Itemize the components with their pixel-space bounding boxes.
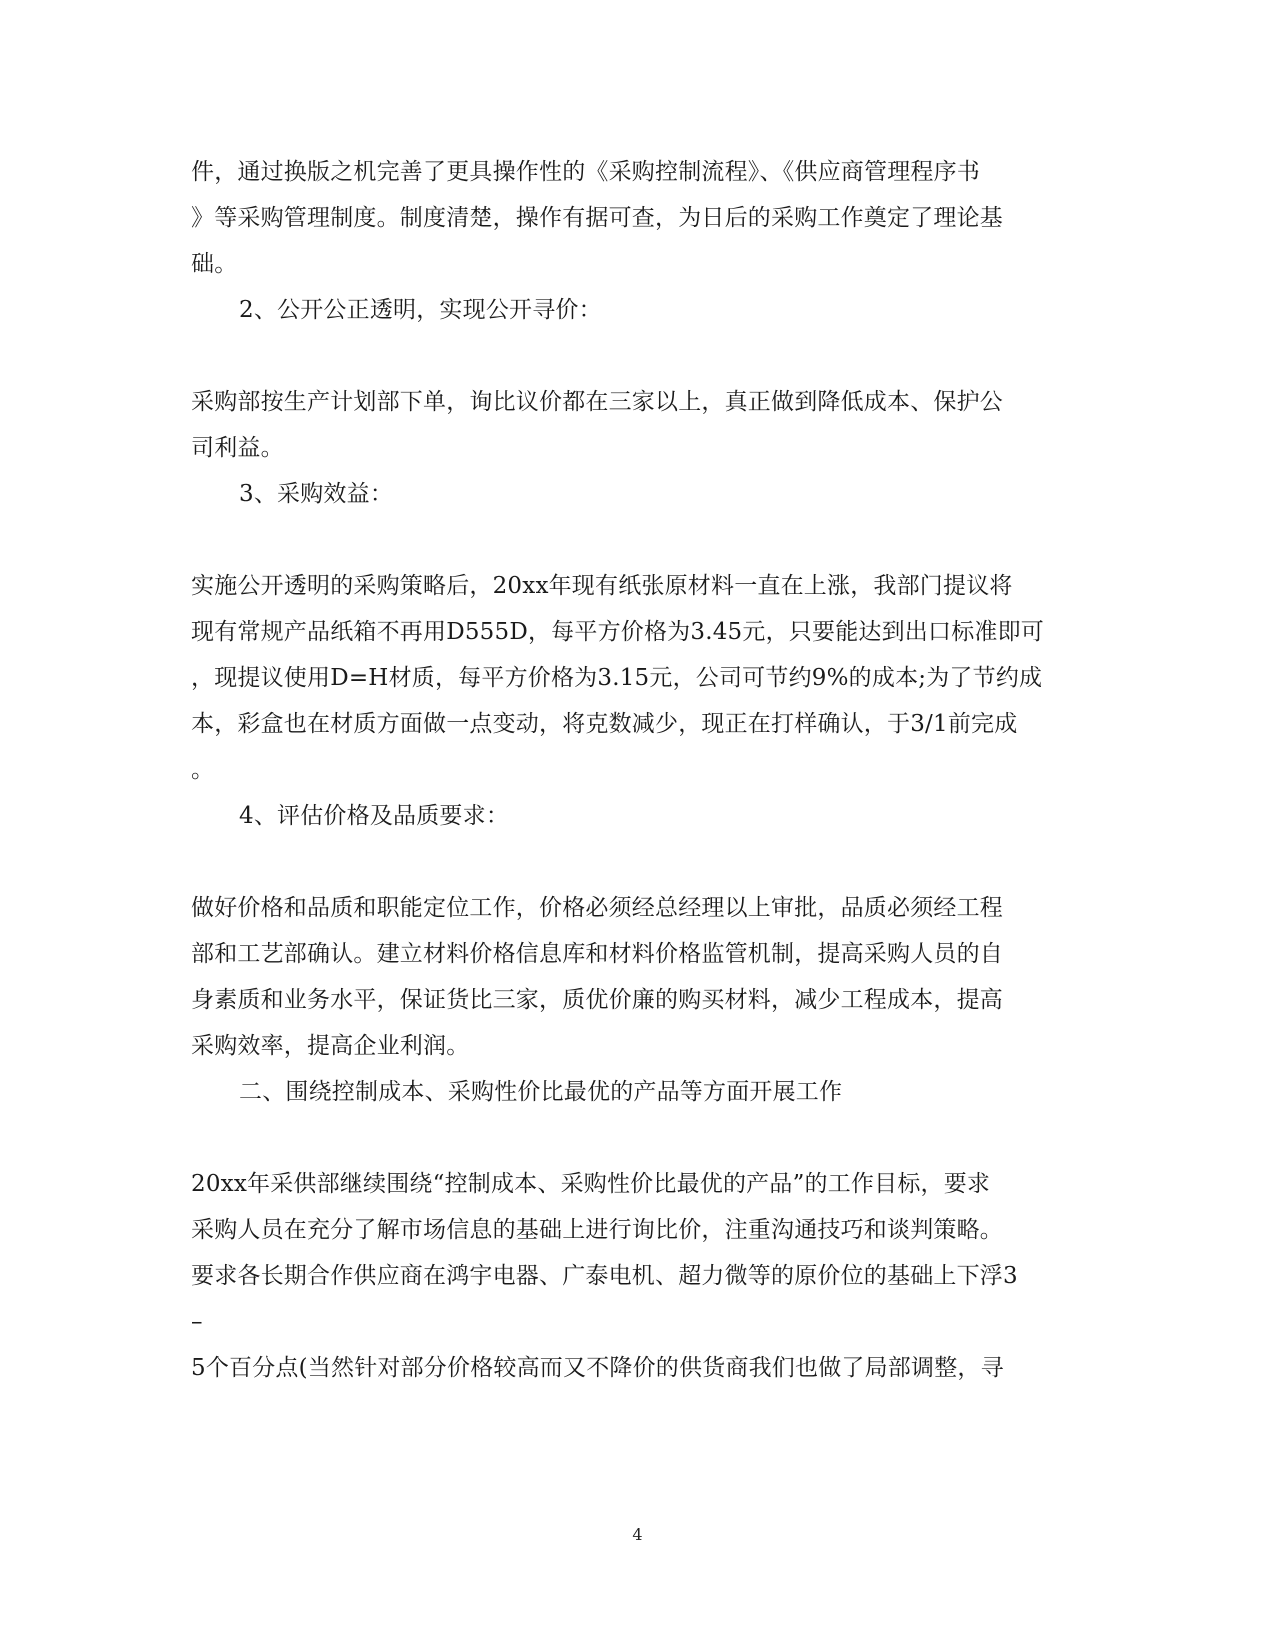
text-line: 20xx年采供部继续围绕“控制成本、采购性价比最优的产品”的工作目标，要求 xyxy=(191,1171,991,1197)
text-line: 采购部按生产计划部下单，询比议价都在三家以上，真正做到降低成本、保护公 xyxy=(191,389,1003,415)
text-line: 。 xyxy=(191,757,215,783)
text-line: 础。 xyxy=(191,251,238,277)
text-line: 司利益。 xyxy=(191,435,284,461)
text-line: 要求各长期合作供应商在鸿宇电器、广泰电机、超力微等的原价位的基础上下浮3 xyxy=(191,1263,1018,1289)
section-heading: 二、围绕控制成本、采购性价比最优的产品等方面开展工作 xyxy=(239,1079,843,1105)
text-line: 采购人员在充分了解市场信息的基础上进行询比价，注重沟通技巧和谈判策略。 xyxy=(191,1217,1003,1243)
text-line: 实施公开透明的采购策略后，20xx年现有纸张原材料一直在上涨，我部门提议将 xyxy=(191,573,1013,599)
text-line: 本，彩盒也在材质方面做一点变动，将克数减少，现正在打样确认，于3/1前完成 xyxy=(191,711,1018,737)
text-line: 部和工艺部确认。建立材料价格信息库和材料价格监管机制，提高采购人员的自 xyxy=(191,941,1003,967)
text-line: 身素质和业务水平，保证货比三家，质优价廉的购买材料，减少工程成本，提高 xyxy=(191,987,1003,1013)
text-line: – xyxy=(191,1309,203,1335)
section-heading: 3、采购效益： xyxy=(239,481,394,507)
text-line: 现有常规产品纸箱不再用D555D，每平方价格为3.45元，只要能达到出口标准即可 xyxy=(191,619,1044,645)
page-number: 4 xyxy=(632,1525,643,1544)
text-line: 采购效率，提高企业利润。 xyxy=(191,1033,470,1059)
section-heading: 2、公开公正透明，实现公开寻价： xyxy=(239,297,602,323)
text-line: ，现提议使用D=H材质，每平方价格为3.15元，公司可节约9%的成本;为了节约成 xyxy=(191,665,1043,691)
text-line: 做好价格和品质和职能定位工作，价格必须经总经理以上审批，品质必须经工程 xyxy=(191,895,1003,921)
text-line: 》等采购管理制度。制度清楚，操作有据可查，为日后的采购工作奠定了理论基 xyxy=(191,205,1003,231)
section-heading: 4、评估价格及品质要求： xyxy=(239,803,510,829)
text-line: 5个百分点(当然针对部分价格较高而又不降价的供货商我们也做了局部调整，寻 xyxy=(191,1355,1004,1381)
text-line: 件，通过换版之机完善了更具操作性的《采购控制流程》、《供应商管理程序书 xyxy=(191,159,980,185)
